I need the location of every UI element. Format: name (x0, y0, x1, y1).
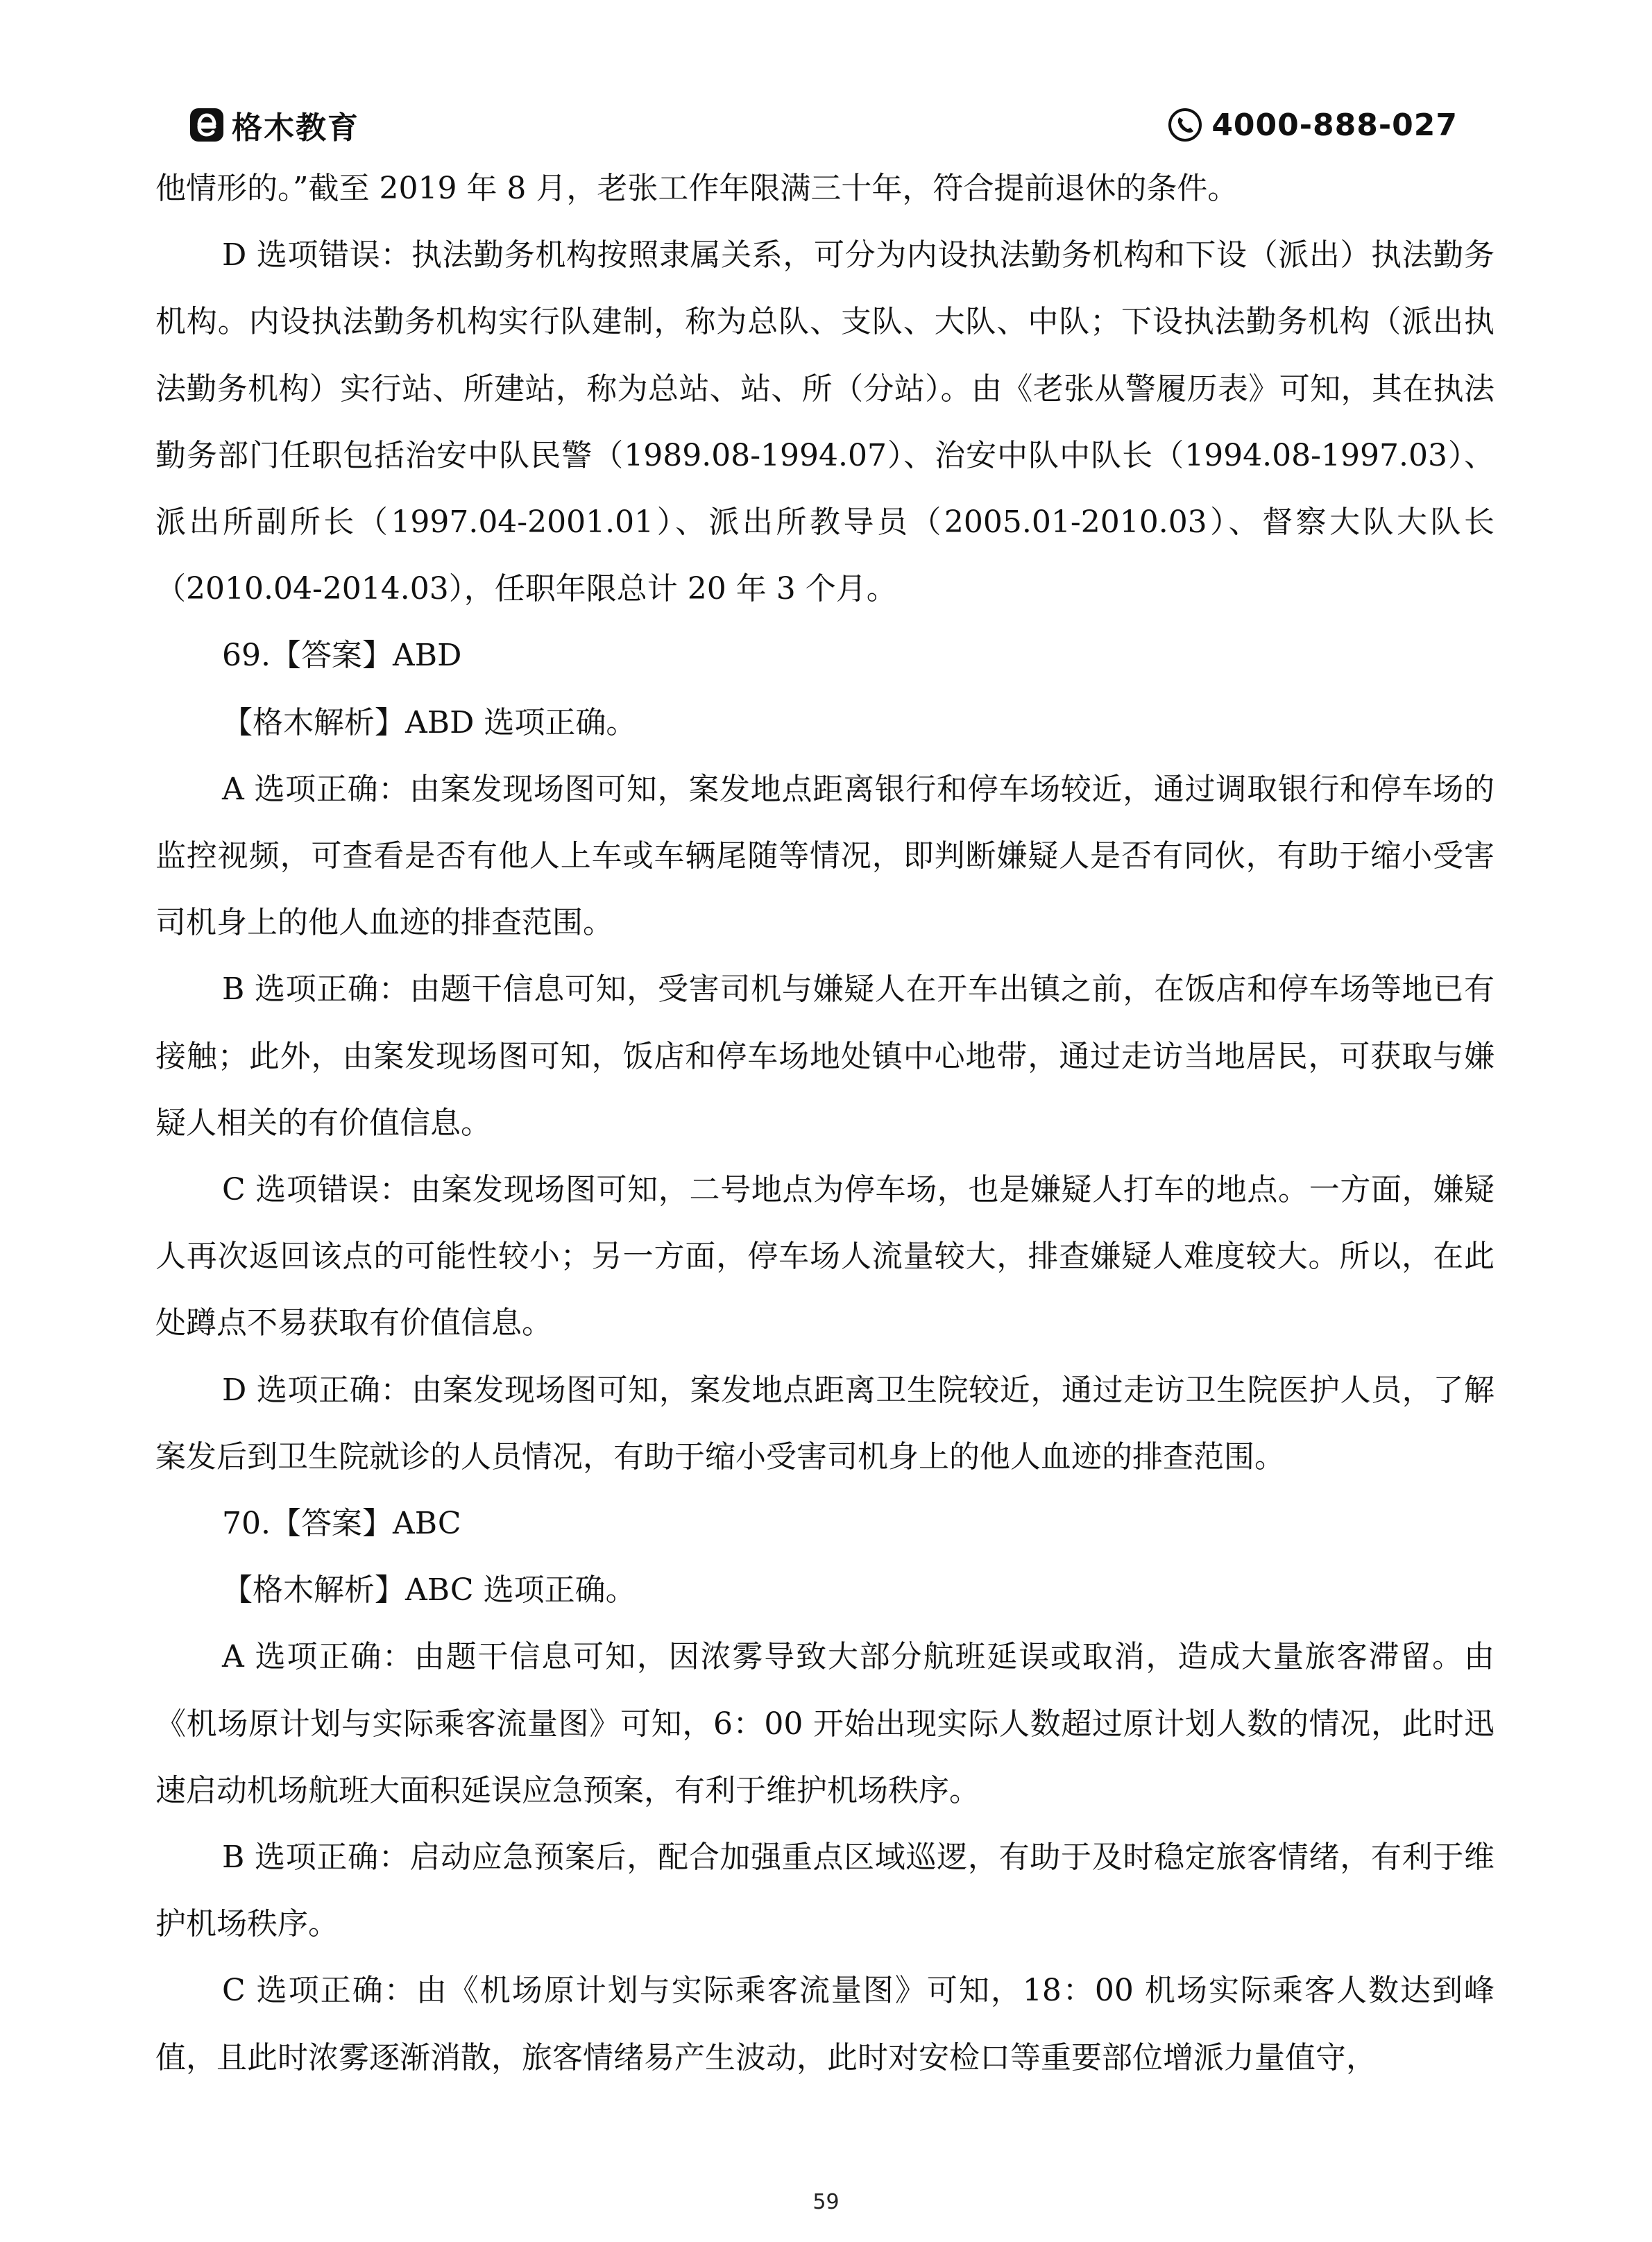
brand-logo (189, 103, 359, 147)
page-number: 59 (812, 2190, 840, 2214)
paragraph: B 选项正确：启动应急预案后，配合加强重点区域巡逻，有助于及时稳定旅客情绪，有利于维护机场秩序。 (155, 1840, 1495, 1942)
analysis-heading: 【格木解析】ABC 选项正确。 (222, 1572, 636, 1608)
paragraph: D 选项错误：执法勤务机构按照隶属关系，可分为内设执法勤务机构和下设（派出）执法勤务机构。内设执法勤务机构实行队建制，称为总队、支队、大队、中队；下设执法勤务机构（派出执法勤务机构）实行站、所建站，称为总站、站、所（分站）。由《老张从警履历表》可知，其在执法勤务部门任职包括治安中队民警（1989.08-1994.07）、治安中队中队长（1994.08-1997.03）、派出所副所长（1997.04-2001.01）、派出所教导员（2005.01-2010.03）、督察大队大队长（2010.04-2014.03），任职年限总计 20 年 3 个月。 (155, 237, 1495, 607)
phone-contact (1167, 103, 1458, 147)
answer-heading: 69.【答案】ABD (222, 638, 462, 674)
analysis-heading: 【格木解析】ABD 选项正确。 (222, 704, 637, 740)
phone-handset-icon (1167, 107, 1203, 143)
paragraph: 他情形的。”截至 2019 年 8 月，老张工作年限满三十年，符合提前退休的条件。 (155, 171, 1238, 206)
paragraph: A 选项正确：由案发现场图可知，案发地点距离银行和停车场较近，通过调取银行和停车场的监控视频，可查看是否有他人上车或车辆尾随等情况，即判断嫌疑人是否有同伙，有助于缩小受害司机身上的他人血迹的排查范围。 (155, 771, 1495, 941)
paragraph: D 选项正确：由案发现场图可知，案发地点距离卫生院较近，通过走访卫生院医护人员，了解案发后到卫生院就诊的人员情况，有助于缩小受害司机身上的他人血迹的排查范围。 (155, 1372, 1495, 1475)
brand-name: 格木教育 (232, 110, 359, 146)
paragraph: C 选项正确：由《机场原计划与实际乘客流量图》可知，18：00 机场实际乘客人数达到峰值，且此时浓雾逐渐消散，旅客情绪易产生波动，此时对安检口等重要部位增派力量值守， (155, 1973, 1495, 2075)
paragraph: A 选项正确：由题干信息可知，因浓雾导致大部分航班延误或取消，造成大量旅客滞留。由《机场原计划与实际乘客流量图》可知，6：00 开始出现实际人数超过原计划人数的情况，此时迅速启动机场航班大面积延误应急预案，有利于维护机场秩序。 (155, 1639, 1495, 1808)
paragraph: C 选项错误：由案发现场图可知，二号地点为停车场，也是嫌疑人打车的地点。一方面，嫌疑人再次返回该点的可能性较小；另一方面，停车场人流量较大，排查嫌疑人难度较大。所以，在此处蹲点不易获取有价值信息。 (155, 1172, 1495, 1341)
e-letter-logo-icon (189, 107, 225, 143)
page-header (0, 97, 1652, 153)
answer-heading: 70.【答案】ABC (222, 1506, 461, 1542)
paragraph: B 选项正确：由题干信息可知，受害司机与嫌疑人在开车出镇之前，在饭店和停车场等地已有接触；此外，由案发现场图可知，饭店和停车场地处镇中心地带，通过走访当地居民，可获取与嫌疑人相关的有价值信息。 (155, 971, 1495, 1141)
phone-number: 4000-888-027 (1211, 107, 1458, 143)
page-body (155, 155, 1495, 2091)
